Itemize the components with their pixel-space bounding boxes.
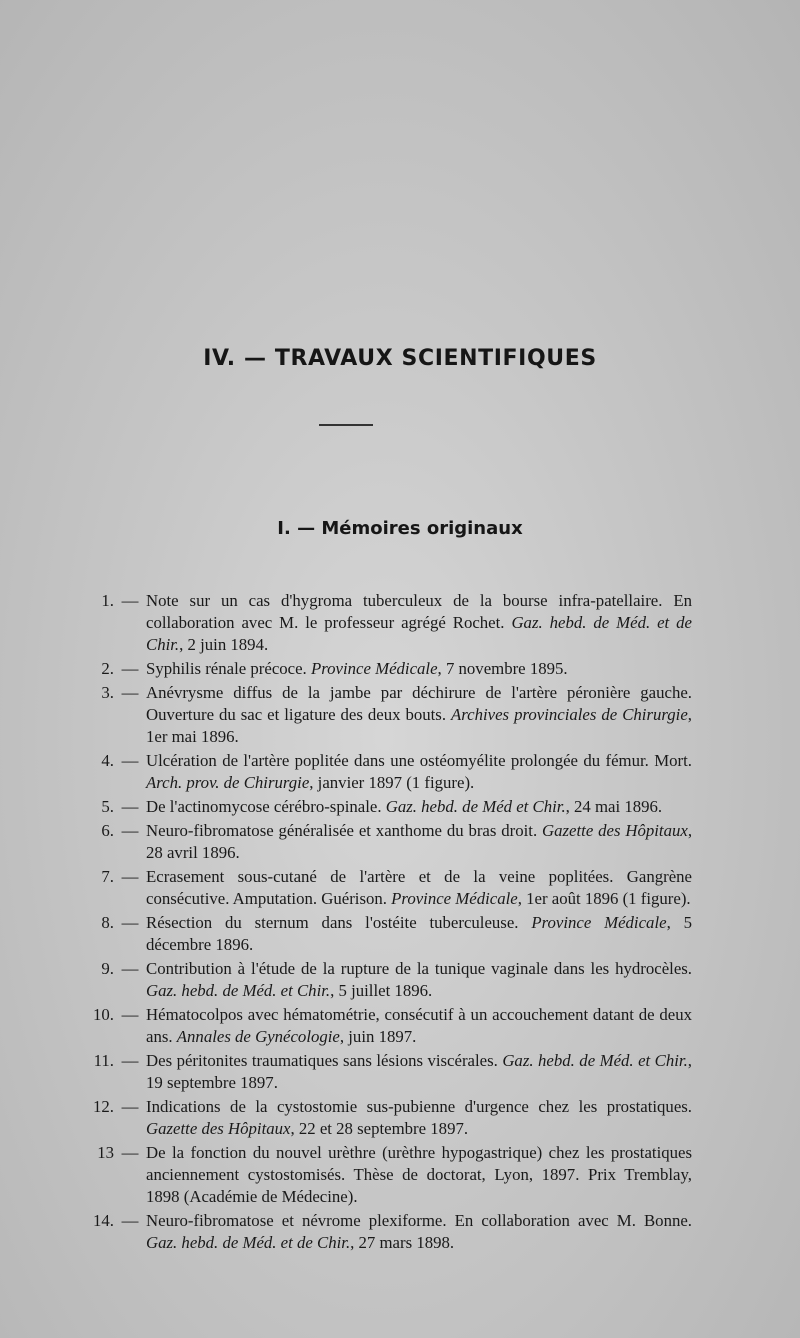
section-heading: I. — Mémoires originaux bbox=[277, 518, 523, 539]
entry-description: Neuro-fibromatose et névrome plexiforme. En collaboration avec M. Bonne. bbox=[146, 1211, 692, 1230]
entry-description: Contribution à l'étude de la rupture de la tunique vaginale dans les hydrocèles. bbox=[146, 959, 692, 978]
list-item bbox=[80, 820, 692, 864]
entry-text bbox=[142, 1050, 692, 1094]
title-rule bbox=[319, 424, 373, 426]
entry-description: Anévrysme diffus de la jambe par déchirure de l'artère péronière gauche. Ouverture du sac et ligature des deux bouts. bbox=[146, 683, 692, 724]
list-item bbox=[80, 796, 692, 818]
entry-dash: — bbox=[121, 821, 139, 840]
entry-description: De la fonction du nouvel urèthre (urèthre hypogastrique) chez les prostatiques anciennement cystostomisés. Thèse de doctorat, Lyon, 1897. Prix Tremblay, 1898 (Académie de Médecine). bbox=[146, 1143, 692, 1206]
entry-text bbox=[142, 796, 692, 818]
entry-dash: — bbox=[121, 797, 139, 816]
entry-description: Ulcération de l'artère poplitée dans une ostéomyélite prolongée du fémur. Mort. bbox=[146, 751, 692, 770]
entry-source: Province Médicale bbox=[310, 659, 438, 678]
entry-source: Annales de Gynécologie bbox=[176, 1027, 340, 1046]
entry-dash: — bbox=[121, 591, 139, 610]
entry-number: 11. bbox=[93, 1051, 114, 1070]
entry-number: 12. bbox=[93, 1097, 114, 1116]
entry-source: Archives provinciales de Chirurgie bbox=[451, 705, 688, 724]
entry-number: 7. bbox=[101, 867, 114, 886]
page-title: IV. — TRAVAUX SCIENTIFIQUES bbox=[203, 346, 597, 371]
entry-dash: — bbox=[121, 913, 139, 932]
entry-description: Des péritonites traumatiques sans lésions viscérales. bbox=[146, 1051, 498, 1070]
entry-date: , janvier 1897 (1 figure). bbox=[309, 773, 475, 792]
list-item bbox=[80, 1210, 692, 1254]
entry-text bbox=[142, 1004, 692, 1048]
entry-number: 8. bbox=[101, 913, 114, 932]
entry-number: 4. bbox=[101, 751, 114, 770]
entry-number: 9. bbox=[101, 959, 114, 978]
publication-list bbox=[80, 590, 692, 1256]
entry-source: Gaz. hebd. de Méd. et Chir. bbox=[146, 981, 331, 1000]
entry-text bbox=[142, 912, 692, 956]
entry-date: , 5 juillet 1896. bbox=[330, 981, 433, 1000]
entry-text bbox=[142, 820, 692, 864]
entry-dash: — bbox=[121, 683, 139, 702]
entry-dash: — bbox=[121, 867, 139, 886]
entry-source: Gaz. hebd. de Méd. et de Chir. bbox=[146, 1233, 351, 1252]
entry-source: Gaz. hebd. de Méd. et de Chir. bbox=[146, 613, 692, 654]
entry-dash: — bbox=[121, 959, 139, 978]
list-item bbox=[80, 1142, 692, 1208]
entry-date: , 1er mai 1896. bbox=[146, 705, 692, 746]
list-item bbox=[80, 866, 692, 910]
entry-source: Gazette des Hôpitaux bbox=[542, 821, 688, 840]
list-item bbox=[80, 1004, 692, 1048]
entry-text bbox=[142, 1142, 692, 1208]
entry-source: Province Médicale bbox=[531, 913, 667, 932]
entry-description: Résection du sternum dans l'ostéite tuberculeuse. bbox=[146, 913, 519, 932]
entry-date: , 28 avril 1896. bbox=[146, 821, 693, 862]
entry-number: 1. bbox=[101, 591, 114, 610]
entry-description: Note sur un cas d'hygroma tuberculeux de la bourse infra-patellaire. En collaboration avec M. le professeur agrégé Rochet. bbox=[146, 591, 692, 632]
entry-source: Gazette des Hôpitaux bbox=[146, 1119, 291, 1138]
entry-date: , 19 septembre 1897. bbox=[146, 1051, 692, 1092]
entry-number: 14. bbox=[93, 1211, 114, 1230]
entry-source: Arch. prov. de Chirurgie bbox=[146, 773, 310, 792]
entry-dash: — bbox=[121, 1051, 139, 1070]
entry-date: , 1er août 1896 (1 figure). bbox=[517, 889, 691, 908]
entry-dash: — bbox=[121, 1143, 139, 1162]
entry-source: Gaz. hebd. de Méd et Chir. bbox=[385, 797, 566, 816]
list-item bbox=[80, 682, 692, 748]
entry-date: , 5 décembre 1896. bbox=[146, 913, 692, 954]
entry-date: , 27 mars 1898. bbox=[350, 1233, 455, 1252]
entry-text bbox=[142, 1210, 692, 1254]
list-item bbox=[80, 590, 692, 656]
entry-text bbox=[142, 682, 692, 748]
entry-description: De l'actinomycose cérébro-spinale. bbox=[146, 797, 382, 816]
entry-description: Indications de la cystostomie sus-pubienne d'urgence chez les prostatiques. bbox=[146, 1097, 692, 1116]
entry-dash: — bbox=[121, 1211, 139, 1230]
entry-text bbox=[142, 658, 692, 680]
entry-text bbox=[142, 590, 692, 656]
entry-date: , juin 1897. bbox=[339, 1027, 417, 1046]
entry-text bbox=[142, 1096, 692, 1140]
entry-date: , 2 juin 1894. bbox=[179, 635, 269, 654]
list-item bbox=[80, 1096, 692, 1140]
entry-text bbox=[142, 866, 692, 910]
list-item bbox=[80, 658, 692, 680]
entry-dash: — bbox=[121, 751, 139, 770]
entry-number: 10. bbox=[93, 1005, 114, 1024]
entry-date: , 24 mai 1896. bbox=[565, 797, 663, 816]
entry-source: Gaz. hebd. de Méd. et Chir. bbox=[502, 1051, 688, 1070]
entry-date: , 22 et 28 septembre 1897. bbox=[290, 1119, 469, 1138]
entry-dash: — bbox=[121, 1097, 139, 1116]
entry-number: 5. bbox=[101, 797, 114, 816]
entry-number: 13 bbox=[97, 1143, 114, 1162]
entry-number: 3. bbox=[101, 683, 114, 702]
entry-dash: — bbox=[121, 1005, 139, 1024]
list-item bbox=[80, 958, 692, 1002]
list-item bbox=[80, 912, 692, 956]
entry-description: Ecrasement sous-cutané de l'artère et de la veine poplitées. Gangrène consécutive. Amputation. Guérison. bbox=[146, 867, 692, 908]
entry-number: 2. bbox=[101, 659, 114, 678]
list-item bbox=[80, 750, 692, 794]
entry-number: 6. bbox=[101, 821, 114, 840]
entry-text bbox=[142, 958, 692, 1002]
entry-date: , 7 novembre 1895. bbox=[437, 659, 568, 678]
entry-description: Syphilis rénale précoce. bbox=[146, 659, 307, 678]
entry-description: Hématocolpos avec hématométrie, consécutif à un accouchement datant de deux ans. bbox=[146, 1005, 692, 1046]
entry-text bbox=[142, 750, 692, 794]
entry-description: Neuro-fibromatose généralisée et xanthome du bras droit. bbox=[146, 821, 538, 840]
entry-source: Province Médicale bbox=[391, 889, 518, 908]
entry-dash: — bbox=[121, 659, 139, 678]
list-item bbox=[80, 1050, 692, 1094]
